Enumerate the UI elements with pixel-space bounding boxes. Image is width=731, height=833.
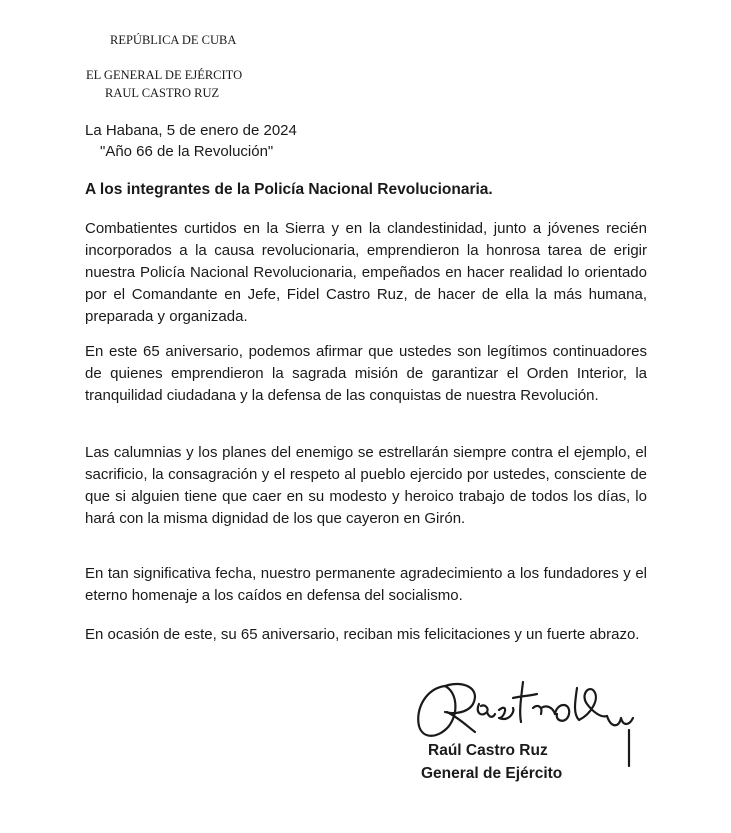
handwritten-signature: [405, 668, 655, 778]
letterhead-republic: REPÚBLICA DE CUBA: [110, 33, 237, 47]
signatory-title: General de Ejército: [421, 765, 563, 782]
year-motto: "Año 66 de la Revolución": [100, 143, 274, 160]
place-date: La Habana, 5 de enero de 2024: [85, 122, 297, 139]
body-paragraph-5: En ocasión de este, su 65 aniversario, reciban mis felicitaciones y un fuerte abrazo.: [85, 626, 640, 643]
body-paragraph-2: En este 65 aniversario, podemos afirmar que ustedes son legítimos continuadores de quienes emprendieron la sagrada misión de garantizar el Orden Interior, la tranquilidad ciudadana y la defensa de las conquistas de nuestra Revolución.: [85, 343, 647, 404]
letterhead-general-name: RAUL CASTRO RUZ: [105, 86, 220, 100]
body-paragraph-3: Las calumnias y los planes del enemigo se estrellarán siempre contra el ejemplo, el sacrificio, la consagración y el respeto al pueblo ejercido por ustedes, consciente de que si alguien tiene que caer en su modesto y heroico trabajo de todos los días, lo hará con la misma dignidad de los que cayeron en Girón.: [85, 444, 647, 527]
body-paragraph-1: Combatientes curtidos en la Sierra y en la clandestinidad, junto a jóvenes recién incorporados a la causa revolucionaria, emprendieron la honrosa tarea de erigir nuestra Policía Nacional Revolucionaria, empeñados en hacer realidad lo orientado por el Comandante en Jefe, Fidel Castro Ruz, de hacer de ella la más humana, preparada y organizada.: [85, 220, 647, 325]
body-paragraph-4: En tan significativa fecha, nuestro permanente agradecimiento a los fundadores y el eterno homenaje a los caídos en defensa del socialismo.: [85, 565, 647, 604]
salutation: A los integrantes de la Policía Nacional Revolucionaria.: [85, 181, 493, 198]
letterhead-general-title: EL GENERAL DE EJÉRCITO: [86, 68, 243, 82]
signatory-name: Raúl Castro Ruz: [428, 742, 548, 759]
